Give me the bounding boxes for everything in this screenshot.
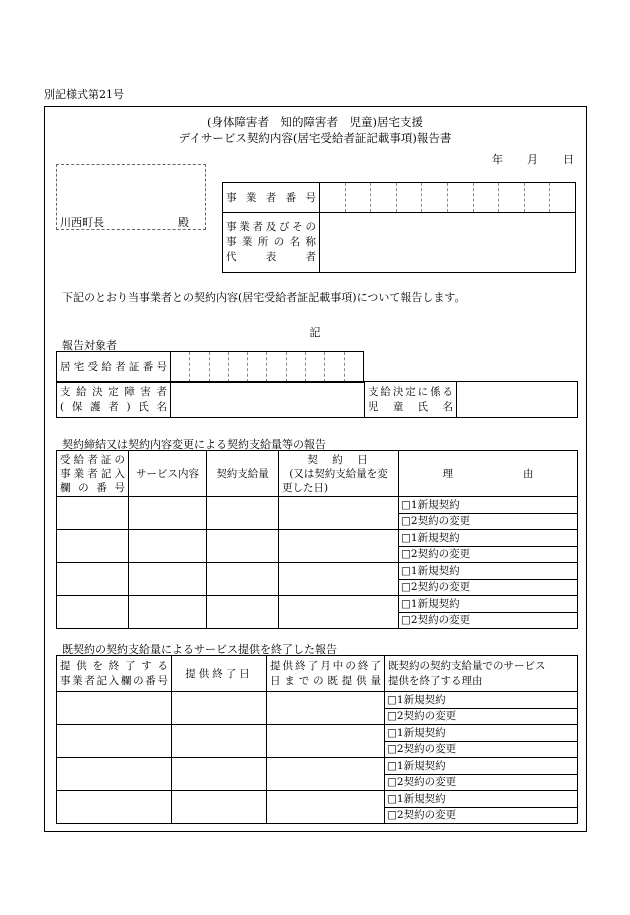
cert-number-cell[interactable] [209, 352, 228, 383]
s2-col1-line1: 提供を終了する [60, 659, 168, 672]
s1-row4-reason-new[interactable]: □1新規契約 [399, 596, 578, 613]
provider-name-label-2: 事業所の名称 [226, 236, 316, 248]
s2-row4-no[interactable] [57, 791, 172, 824]
s2-col2-header: 提供終了日 [172, 656, 267, 692]
s2-row1-reason-change[interactable]: □2契約の変更 [385, 708, 578, 725]
intro-text: 下記のとおり当事業者との契約内容(居宅受給者証記載事項)について報告します。 [62, 291, 466, 304]
addressee-name: 川西町長 [60, 216, 104, 229]
s1-row4-amount[interactable] [207, 596, 279, 629]
s2-col4-line2: 提供を終了する理由 [388, 674, 483, 687]
s1-col1-line2: 事業者記入 [60, 467, 125, 480]
s2-row3-no[interactable] [57, 758, 172, 791]
cert-number-cell[interactable] [344, 352, 363, 383]
provider-name-label-1: 事業者及びその [226, 221, 316, 233]
date-year: 年 [492, 153, 503, 166]
s1-row2-no[interactable] [57, 530, 129, 563]
s2-col4-line1: 既契約の契約支給量でのサービス [388, 659, 546, 672]
s1-row3-date[interactable] [279, 563, 399, 596]
cert-number-cell[interactable] [325, 352, 344, 383]
form-number: 別記様式第21号 [44, 88, 124, 101]
s1-row4-service[interactable] [129, 596, 207, 629]
s1-row4-reason-change[interactable]: □2契約の変更 [399, 612, 578, 629]
child-label-2: 児童氏名 [368, 400, 453, 413]
person-label-1: 支給決定障害者 [60, 385, 167, 398]
date-month: 月 [527, 153, 538, 166]
s1-col5-yu: 由 [523, 467, 534, 480]
provider-number-cell[interactable] [524, 183, 550, 213]
s1-row2-date[interactable] [279, 530, 399, 563]
s1-row2-amount[interactable] [207, 530, 279, 563]
s2-row2-provided[interactable] [267, 725, 385, 758]
cert-number-cell[interactable] [190, 352, 209, 383]
section1-heading: 契約締結又は契約内容変更による契約支給量等の報告 [62, 438, 326, 451]
cert-number-label: 居宅受給者証番号 [57, 352, 171, 383]
provider-number-cell[interactable] [447, 183, 473, 213]
person-name-field[interactable] [171, 382, 365, 418]
s2-row3-enddate[interactable] [172, 758, 267, 791]
cert-number-cell[interactable] [267, 352, 286, 383]
cert-number-cell[interactable] [228, 352, 247, 383]
provider-name-label-3: 代表者 [226, 251, 316, 263]
s1-row2-service[interactable] [129, 530, 207, 563]
s1-row3-no[interactable] [57, 563, 129, 596]
s2-row3-reason-new[interactable]: □1新規契約 [385, 758, 578, 775]
s2-row1-enddate[interactable] [172, 692, 267, 725]
child-label-1: 支給決定に係る [368, 385, 453, 398]
s2-row1-provided[interactable] [267, 692, 385, 725]
section2-table [56, 655, 578, 824]
s1-row4-date[interactable] [279, 596, 399, 629]
s1-row1-amount[interactable] [207, 497, 279, 530]
cert-number-cell[interactable] [306, 352, 325, 383]
provider-number-cell[interactable] [396, 183, 422, 213]
s2-col1-line2: 事業者記入欄の番号 [60, 674, 168, 687]
section1-table [56, 450, 578, 629]
cert-number-cell[interactable] [171, 352, 190, 383]
s2-row2-no[interactable] [57, 725, 172, 758]
s2-row1-no[interactable] [57, 692, 172, 725]
s1-row3-amount[interactable] [207, 563, 279, 596]
provider-number-cell[interactable] [473, 183, 499, 213]
s1-col5-ri: 理 [442, 467, 453, 480]
cert-number-cell[interactable] [248, 352, 267, 383]
provider-number-cell[interactable] [320, 183, 346, 213]
s1-row3-reason-new[interactable]: □1新規契約 [399, 563, 578, 580]
target-cert-table [56, 351, 364, 383]
s2-row2-enddate[interactable] [172, 725, 267, 758]
s1-row4-no[interactable] [57, 596, 129, 629]
s1-col1-line1: 受給者証の [60, 453, 125, 466]
s1-row1-reason-new[interactable]: □1新規契約 [399, 497, 578, 514]
date-day: 日 [563, 153, 574, 166]
s2-row3-reason-change[interactable]: □2契約の変更 [385, 774, 578, 791]
s1-col1-line3: 欄の番号 [60, 481, 125, 494]
s1-row1-reason-change[interactable]: □2契約の変更 [399, 513, 578, 530]
person-label-2: (保護者)氏名 [60, 400, 167, 413]
s1-row3-reason-change[interactable]: □2契約の変更 [399, 579, 578, 596]
s2-col3-line2: 日までの既提供量 [270, 674, 381, 687]
s1-col3-header: 契約支給量 [207, 451, 279, 497]
child-name-field[interactable] [457, 382, 578, 418]
s2-row3-provided[interactable] [267, 758, 385, 791]
s1-col4-line2: (又は契約支給量を変 [289, 467, 388, 480]
s1-col4-line1: 契 約 日 [307, 453, 370, 466]
s1-col2-header: サービス内容 [129, 451, 207, 497]
provider-number-cell[interactable] [345, 183, 371, 213]
target-heading: 報告対象者 [62, 339, 117, 352]
s1-row2-reason-new[interactable]: □1新規契約 [399, 530, 578, 547]
ki-heading: 記 [309, 326, 321, 339]
s1-col4-line3: 更した日) [282, 481, 329, 494]
provider-name-field[interactable] [320, 213, 576, 273]
s2-row2-reason-new[interactable]: □1新規契約 [385, 725, 578, 742]
provider-number-cell[interactable] [422, 183, 448, 213]
s1-row2-reason-change[interactable]: □2契約の変更 [399, 546, 578, 563]
s1-row3-service[interactable] [129, 563, 207, 596]
s2-row4-reason-new[interactable]: □1新規契約 [385, 791, 578, 808]
s1-row1-service[interactable] [129, 497, 207, 530]
s2-row2-reason-change[interactable]: □2契約の変更 [385, 741, 578, 758]
s1-row1-no[interactable] [57, 497, 129, 530]
provider-number-cell[interactable] [371, 183, 397, 213]
addressee-honorific: 殿 [178, 216, 189, 229]
s1-row1-date[interactable] [279, 497, 399, 530]
s2-col3-line1: 提供終了月中の終了 [270, 659, 381, 672]
provider-number-cell[interactable] [550, 183, 576, 213]
s2-row4-enddate[interactable] [172, 791, 267, 824]
title-line-2: デイサービス契約内容(居宅受給者証記載事項)報告書 [178, 131, 452, 145]
provider-table [222, 182, 576, 273]
provider-number-label: 事業者番号 [223, 183, 320, 213]
s2-row4-reason-change[interactable]: □2契約の変更 [385, 807, 578, 824]
target-person-table [56, 381, 578, 418]
s2-row1-reason-new[interactable]: □1新規契約 [385, 692, 578, 709]
cert-number-cell[interactable] [286, 352, 305, 383]
s2-row4-provided[interactable] [267, 791, 385, 824]
title-line-1: (身体障害者 知的障害者 児童)居宅支援 [207, 115, 423, 129]
provider-number-cell[interactable] [499, 183, 525, 213]
section2-heading: 既契約の契約支給量によるサービス提供を終了した報告 [62, 643, 337, 656]
